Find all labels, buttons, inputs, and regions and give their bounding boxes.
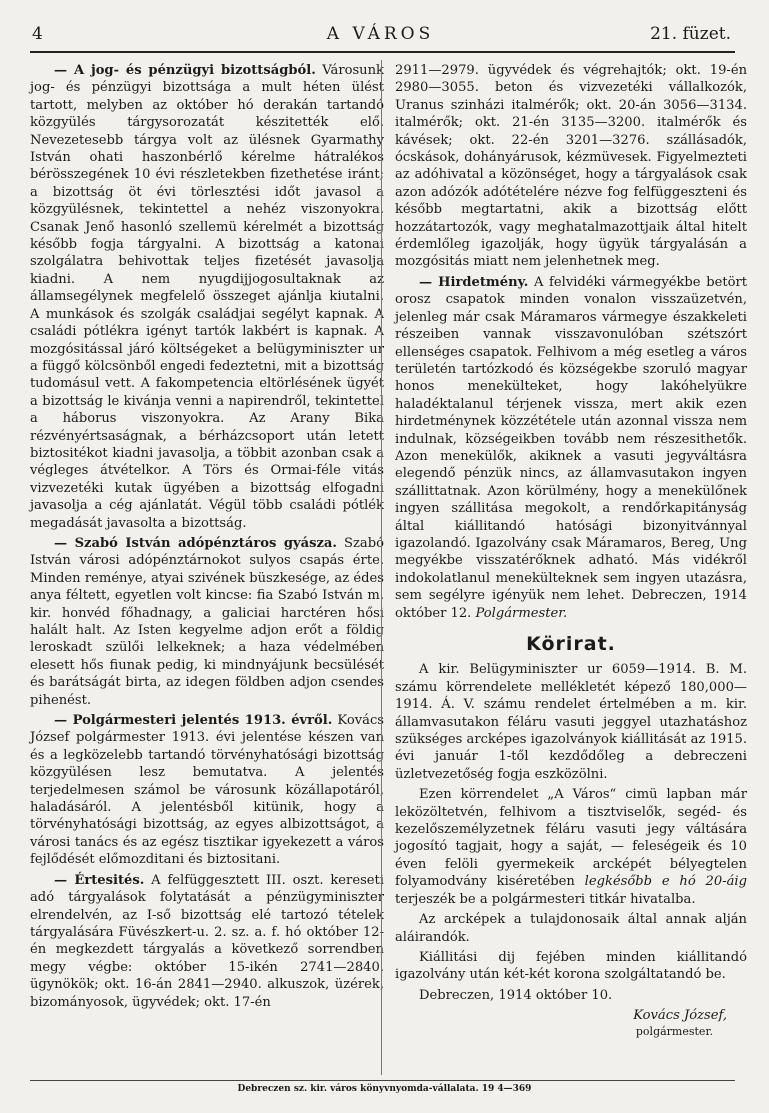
circular-paragraph: Ezen körrendelet „A Város“ cimü lapban már leközöltetvén, felhivom a tisztviselők, segéd- és kezelőszemélyzetnek féláru vasuti jegy váltására jogosító tagjait, hogy a saját, — feleségeik és 10 éven felöli gyermekeik arcképét bélyegtelen folyamodvány kiséretében legkésőbb e hó 20-áig terjeszék be a polgármesteri titkár hivatalba. xyxy=(395,787,747,907)
deadline-emphasis: legkésőbb e hó 20-áig xyxy=(584,874,747,890)
article-title: — Polgármesteri jelentés 1913. évről. xyxy=(54,713,333,729)
article-finance-committee xyxy=(30,62,384,532)
circular-paragraph: A kir. Belügyminiszter ur 6059—1914. B. M. számu körrendelete mellékletét képező 180,000—1914. Á. V. számu rendelet értelmében a m. kir. államvasutakon féláru vasuti jeggyel utazhatáshoz szükséges arcképes igazolványok kiállitását az 1915. évi január 1-től kezdődőleg a debreczeni üzletvezetőség fogja eszközölni. xyxy=(395,662,747,782)
article-title: — Szabó István adópénztáros gyásza. xyxy=(54,535,337,551)
article-body: Szabó István városi adópénztárnokot sulyos csapás érte. Minden reménye, atyai szivének büszkesége, az édes anya féltett, egyetlen volt kincse: fia Szabó István m. kir. honvéd főhadnagy, a galiciai harctéren hősi halált halt. Az Isten kegyelme adjon erőt a földig leroskadt szülői lelkeknek; a haza védelmében elesett hős fiunak pedig, ki mindnyájunk becsülését és barátságát birta, az idegen földben adjon csendes pihenést. xyxy=(30,535,384,708)
article-notice xyxy=(30,872,384,1011)
announcement-signature: Polgármester. xyxy=(475,605,568,621)
header-rule xyxy=(30,51,735,53)
article-title: — Hirdetmény. xyxy=(419,274,529,290)
circular-paragraph: Az arcképek a tulajdonosaik által annak alján aláirandók. xyxy=(395,912,747,945)
article-body: A felfüggesztett III. oszt. kereseti adó tárgyalások folytatását a pénzügyminiszter elrendelvén, az I-ső bizottság elé tartozó tételek tárgyalására Füvészkert-u. 2. sz. a. f. hó október 12-én megkezdett tárgyalás a következő sorrendben megy végbe: október 15-ikén 2741—2840. ügynökök; okt. 16-án 2841—2940. alkuszok, üzérek, bizományosok, ügyvédek; okt. 17-én xyxy=(30,872,384,1010)
section-heading: Körirat. xyxy=(526,633,616,655)
column-divider xyxy=(381,60,382,1075)
article-title: — Értesités. xyxy=(54,872,145,888)
article-body: A felvidéki vármegyékbe betört orosz csapatok minden vonalon visszaüzetvén, jelenleg már csak Máramaros vármegye észak​keleti részeiben vannak visszavonulóban szétszórt ellenséges csapatok. Felhivom a még esetleg a város területén tartózkodó és községekbe szoruló magyar honos menekülteket, hogy lakóhelyükre haladéktalanul térjenek vissza, mert akik ezen hirdetménynek közzététele után azonnal vissza nem indulnak, községeikben tovább nem részesithetők. Azon menekülők, akiknek a vasuti jegyváltásra elegendő pénzük nincs, az államvasutakon ingyen szállittatnak. Azon körülmény, hogy a menekülőnek ingyen szállitása megokolt, a rendőrkapitányság által kiállitandó hatósági bizonyitvánnyal igazolandó. Igazolvány csak Máramaros, Bereg, Ung megyékbe visszatérőknek adható. Más vidékről indokolatlanul menekülteknek sem ingyen utazásra, sem segélyre igényük nem lehet. Debreczen, 1914 október 12. xyxy=(395,274,747,621)
circular-paragraph: Kiállitási dij fejében minden kiállitandó igazolvány után két-két korona szolgáltatandó be. xyxy=(395,949,747,983)
article-szabo-mourning xyxy=(30,535,384,709)
publication-title: A VÁROS xyxy=(326,24,435,44)
signature-role: polgármester. xyxy=(635,1024,713,1038)
left-column xyxy=(30,62,384,1014)
printer-footer: Debreczen sz. kir. város könyvnyomda-vállalata. 19 4—369 xyxy=(237,1084,532,1094)
page-number: 4 xyxy=(32,24,43,44)
article-notice-continued: 2911—2979. ügyvédek és végrehajtók; okt. 19-én 2980—3055. beton és vizvezetéki vállalkozók, Uranus szinházi italmérők; okt. 20-án 3056—3134. italmérők; okt. 21-én 3135—3200. italmérők és kávések; okt. 22-én 3201—3276. szállásadók, ócskások, dohányárusok, kézmüvesek. Figyelmezteti az adóhivatal a közönséget, hogy a tárgyalások csak azon adózók adótételére nézve fog felfüggeszteni és később megtartatni, akik a bizottság előtt hozzátartozók, vagy meghatalmazottjaik által hitelt érdemlőleg igazolják, hogy ügyük tárgyalásán a mozgósitás miatt nem jelenhetnek meg. xyxy=(395,63,747,270)
article-title: — A jog- és pénzügyi bizottságból. xyxy=(54,63,316,78)
article-body: Kovács József polgármester 1913. évi jelentése készen van és a legközelebb tartandó törvényhatósági bizottság közgyülésen lesz bemutatva. A jelentés terjedelmesen számol be városunk közállapotáról, haladásáról. A jelentésből kitünik, hogy a törvényhatósági bizottság, az egyes albizottságot, a városi tanács és az egész tisztikar igyekezett a város fejlődését előmozditani és biztositani. xyxy=(30,713,384,868)
page-header xyxy=(30,18,731,48)
article-body: Városunk jog- és pénzügyi bizottsága a mult héten ülést tartott, melyben az október hó derakán tartandó közgyülés tárgysorozatát készitették elő. Nevezetesebb tárgya volt az ülésnek Gyarmathy István ohati haszonbérlő kérelme hátralékos bérösszegének 10 évi részletekben fizethetése iránt; a bizottság öt évi törlesztési időt javasol a közgyülésnek, tekintettel a nehéz viszonyokra. Csanak Jenő hasonló szellemü kérelmét a bizottság később fogja tárgyalni. A bizottság a katonai szolgálatra behivottak teljes fizetését javasolja kiadni. A nem nyugdijjogosultaknak az államsegélynek megfelelő összeget ajánlja kiutalni. A munkások és szolgák családjai segélyt kapnak. A családi pótlékra igényt tartók lakbért is kapnak. A mozgósitással járó költségeket a belügyminiszter ur a függő kölcsönből engedi fedeztetni, mit a bizottság tudomásul vett. A fakompetencia eltörlésének ügyét a bizottság le kivánja venni a napirendről, tekintettel a háborus viszonyokra. Az Arany Bika rézvényértsaságnak, a bérházcsoport után letett biztositékot kiadni javasolja, a többit azonban csak a végleges átvételkor. A Törs és Ormai-féle vitás vizvezetéki kutak ügyében a bizottság elfogadni javasolja a cég ajánlatát. Végül több családi pótlék megadását javasolta a bizottság. xyxy=(30,63,384,531)
right-column xyxy=(395,62,747,1038)
signature-name: Kovács József, xyxy=(633,1008,727,1024)
article-announcement xyxy=(395,274,747,622)
article-mayor-report xyxy=(30,712,384,869)
circular-date: Debreczen, 1914 október 10. xyxy=(419,987,613,1003)
issue-number: 21. füzet. xyxy=(650,24,731,44)
footer-rule xyxy=(30,1080,735,1081)
